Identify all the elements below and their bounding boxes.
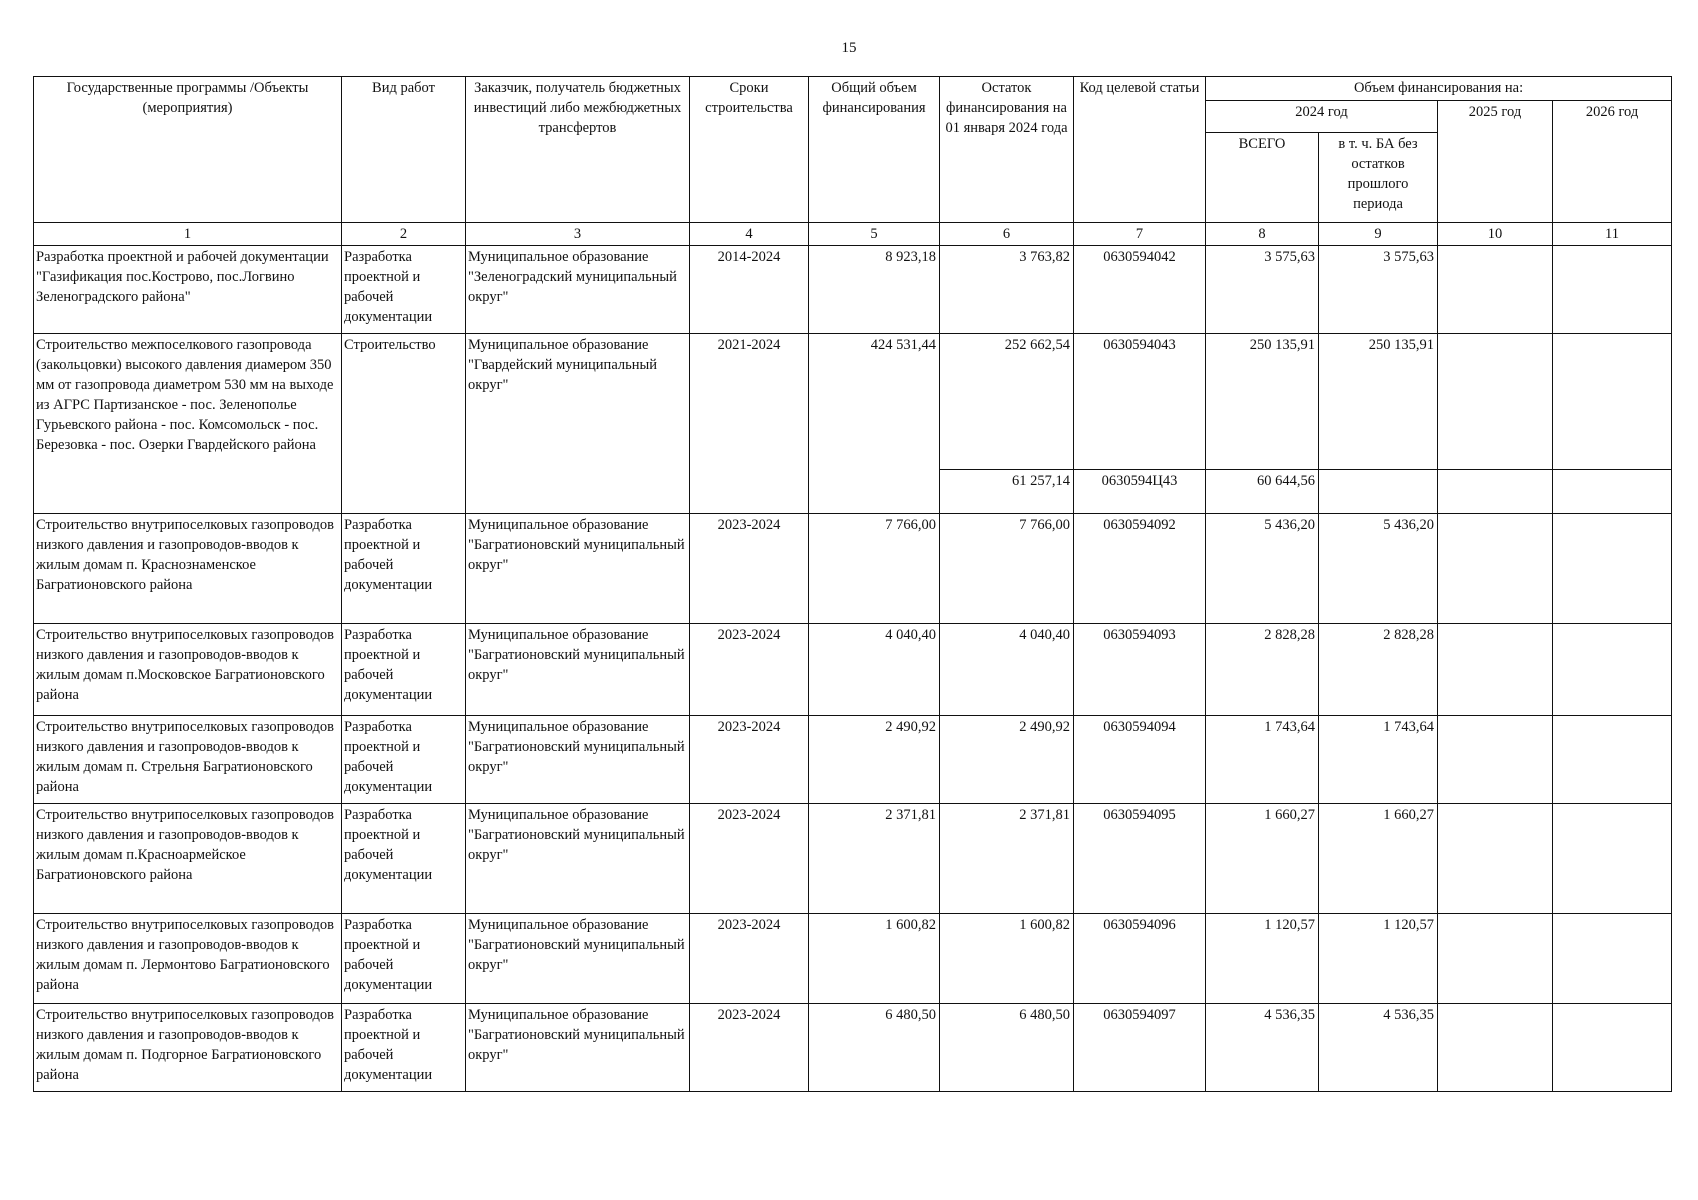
header-total-funding: Общий объем финансирования bbox=[809, 77, 940, 223]
customer: Муниципальное образование "Багратионовский муниципальный округ" bbox=[466, 514, 690, 624]
header-year-2024: 2024 год bbox=[1206, 101, 1438, 133]
code: 0630594042 bbox=[1074, 246, 1206, 334]
work-type: Разработка проектной и рабочей документации bbox=[342, 514, 466, 624]
header-funding-group: Объем финансирования на: bbox=[1206, 77, 1672, 101]
customer: Муниципальное образование "Багратионовский муниципальный округ" bbox=[466, 624, 690, 716]
y2026 bbox=[1553, 334, 1672, 470]
y2026 bbox=[1553, 624, 1672, 716]
y2024-ba: 1 120,57 bbox=[1319, 914, 1438, 1004]
period: 2023-2024 bbox=[690, 914, 809, 1004]
table-row bbox=[34, 334, 1672, 470]
col-number: 5 bbox=[809, 223, 940, 246]
col-number: 1 bbox=[34, 223, 342, 246]
y2024-ba: 2 828,28 bbox=[1319, 624, 1438, 716]
funding-table bbox=[33, 76, 1672, 1092]
header-code: Код целевой статьи bbox=[1074, 77, 1206, 223]
object-name: Строительство внутрипоселковых газопроводов низкого давления и газопроводов-вводов к жилым домам п. Подгорное Багратионовского района bbox=[34, 1004, 342, 1092]
code: 0630594092 bbox=[1074, 514, 1206, 624]
y2024-ba: 1 743,64 bbox=[1319, 716, 1438, 804]
total-funding: 7 766,00 bbox=[809, 514, 940, 624]
header-incl-ba: в т. ч. БА без остатков прошлого периода bbox=[1319, 133, 1438, 223]
header-remaining: Остаток финансирования на 01 января 2024 года bbox=[940, 77, 1074, 223]
y2025 bbox=[1438, 1004, 1553, 1092]
header-year-2025: 2025 год bbox=[1438, 101, 1553, 223]
period: 2021-2024 bbox=[690, 334, 809, 514]
table-row bbox=[34, 914, 1672, 1004]
col-number: 6 bbox=[940, 223, 1074, 246]
work-type: Разработка проектной и рабочей документации bbox=[342, 914, 466, 1004]
period: 2023-2024 bbox=[690, 514, 809, 624]
code: 0630594097 bbox=[1074, 1004, 1206, 1092]
code: 0630594Ц43 bbox=[1074, 470, 1206, 514]
col-number: 2 bbox=[342, 223, 466, 246]
y2024-total: 4 536,35 bbox=[1206, 1004, 1319, 1092]
object-name: Строительство межпоселкового газопровода (закольцовки) высокого давления диамером 350 мм от газопровода диаметром 530 мм на выходе из АГРС Партизанское - пос. Зеленополье Гурьевского района - пос. Комсомольск - пос. Березовка - пос. Озерки Гвардейского района bbox=[34, 334, 342, 514]
period: 2023-2024 bbox=[690, 804, 809, 914]
y2024-total: 1 743,64 bbox=[1206, 716, 1319, 804]
work-type: Разработка проектной и рабочей документации bbox=[342, 246, 466, 334]
table-row bbox=[34, 246, 1672, 334]
object-name: Строительство внутрипоселковых газопроводов низкого давления и газопроводов-вводов к жилым домам п.Красноармейское Багратионовского района bbox=[34, 804, 342, 914]
object-name: Строительство внутрипоселковых газопроводов низкого давления и газопроводов-вводов к жилым домам п. Краснознаменское Багратионовского района bbox=[34, 514, 342, 624]
y2026 bbox=[1553, 716, 1672, 804]
customer: Муниципальное образование "Багратионовский муниципальный округ" bbox=[466, 716, 690, 804]
remaining: 1 600,82 bbox=[940, 914, 1074, 1004]
header-year-2026: 2026 год bbox=[1553, 101, 1672, 223]
y2025 bbox=[1438, 914, 1553, 1004]
table-row bbox=[34, 1004, 1672, 1092]
code: 0630594096 bbox=[1074, 914, 1206, 1004]
total-funding: 424 531,44 bbox=[809, 334, 940, 514]
period: 2023-2024 bbox=[690, 1004, 809, 1092]
y2024-ba bbox=[1319, 470, 1438, 514]
object-name: Строительство внутрипоселковых газопроводов низкого давления и газопроводов-вводов к жилым домам п. Лермонтово Багратионовского района bbox=[34, 914, 342, 1004]
y2025 bbox=[1438, 804, 1553, 914]
col-number: 3 bbox=[466, 223, 690, 246]
total-funding: 1 600,82 bbox=[809, 914, 940, 1004]
y2024-total: 60 644,56 bbox=[1206, 470, 1319, 514]
code: 0630594095 bbox=[1074, 804, 1206, 914]
work-type: Разработка проектной и рабочей документации bbox=[342, 624, 466, 716]
y2024-total: 3 575,63 bbox=[1206, 246, 1319, 334]
col-number: 10 bbox=[1438, 223, 1553, 246]
table-row bbox=[34, 804, 1672, 914]
col-number: 4 bbox=[690, 223, 809, 246]
col-number: 9 bbox=[1319, 223, 1438, 246]
remaining: 252 662,54 bbox=[940, 334, 1074, 470]
remaining: 3 763,82 bbox=[940, 246, 1074, 334]
object-name: Строительство внутрипоселковых газопроводов низкого давления и газопроводов-вводов к жилым домам п. Стрельня Багратионовского района bbox=[34, 716, 342, 804]
period: 2014-2024 bbox=[690, 246, 809, 334]
y2024-total: 2 828,28 bbox=[1206, 624, 1319, 716]
customer: Муниципальное образование "Багратионовский муниципальный округ" bbox=[466, 914, 690, 1004]
y2024-ba: 5 436,20 bbox=[1319, 514, 1438, 624]
customer: Муниципальное образование "Гвардейский муниципальный округ" bbox=[466, 334, 690, 514]
y2025 bbox=[1438, 470, 1553, 514]
col-number: 8 bbox=[1206, 223, 1319, 246]
y2024-total: 5 436,20 bbox=[1206, 514, 1319, 624]
page-number: 15 bbox=[841, 40, 857, 56]
y2025 bbox=[1438, 246, 1553, 334]
y2026 bbox=[1553, 1004, 1672, 1092]
y2024-total: 250 135,91 bbox=[1206, 334, 1319, 470]
y2026 bbox=[1553, 914, 1672, 1004]
total-funding: 2 490,92 bbox=[809, 716, 940, 804]
code: 0630594094 bbox=[1074, 716, 1206, 804]
header-objects: Государственные программы /Объекты (мероприятия) bbox=[34, 77, 342, 223]
y2024-total: 1 120,57 bbox=[1206, 914, 1319, 1004]
code: 0630594093 bbox=[1074, 624, 1206, 716]
period: 2023-2024 bbox=[690, 624, 809, 716]
work-type: Разработка проектной и рабочей документации bbox=[342, 1004, 466, 1092]
y2024-ba: 1 660,27 bbox=[1319, 804, 1438, 914]
y2025 bbox=[1438, 514, 1553, 624]
y2025 bbox=[1438, 624, 1553, 716]
col-number: 11 bbox=[1553, 223, 1672, 246]
header-total: ВСЕГО bbox=[1206, 133, 1319, 223]
remaining: 4 040,40 bbox=[940, 624, 1074, 716]
remaining: 7 766,00 bbox=[940, 514, 1074, 624]
customer: Муниципальное образование "Багратионовский муниципальный округ" bbox=[466, 804, 690, 914]
customer: Муниципальное образование "Багратионовский муниципальный округ" bbox=[466, 1004, 690, 1092]
code: 0630594043 bbox=[1074, 334, 1206, 470]
table-row bbox=[34, 514, 1672, 624]
header-work-type: Вид работ bbox=[342, 77, 466, 223]
object-name: Строительство внутрипоселковых газопроводов низкого давления и газопроводов-вводов к жилым домам п.Московское Багратионовского района bbox=[34, 624, 342, 716]
y2025 bbox=[1438, 334, 1553, 470]
object-name: Разработка проектной и рабочей документации "Газификация пос.Кострово, пос.Логвино Зеленоградского района" bbox=[34, 246, 342, 334]
remaining: 2 490,92 bbox=[940, 716, 1074, 804]
y2026 bbox=[1553, 246, 1672, 334]
col-number: 7 bbox=[1074, 223, 1206, 246]
period: 2023-2024 bbox=[690, 716, 809, 804]
y2024-total: 1 660,27 bbox=[1206, 804, 1319, 914]
work-type: Разработка проектной и рабочей документации bbox=[342, 716, 466, 804]
table-row bbox=[34, 624, 1672, 716]
y2024-ba: 250 135,91 bbox=[1319, 334, 1438, 470]
y2025 bbox=[1438, 716, 1553, 804]
total-funding: 6 480,50 bbox=[809, 1004, 940, 1092]
header-period: Сроки строительства bbox=[690, 77, 809, 223]
total-funding: 2 371,81 bbox=[809, 804, 940, 914]
remaining: 61 257,14 bbox=[940, 470, 1074, 514]
y2026 bbox=[1553, 804, 1672, 914]
remaining: 6 480,50 bbox=[940, 1004, 1074, 1092]
total-funding: 4 040,40 bbox=[809, 624, 940, 716]
work-type: Строительство bbox=[342, 334, 466, 514]
work-type: Разработка проектной и рабочей документации bbox=[342, 804, 466, 914]
table-row bbox=[34, 716, 1672, 804]
remaining: 2 371,81 bbox=[940, 804, 1074, 914]
y2026 bbox=[1553, 470, 1672, 514]
y2024-ba: 3 575,63 bbox=[1319, 246, 1438, 334]
total-funding: 8 923,18 bbox=[809, 246, 940, 334]
header-customer: Заказчик, получатель бюджетных инвестиций либо межбюджетных трансфертов bbox=[466, 77, 690, 223]
customer: Муниципальное образование "Зеленоградский муниципальный округ" bbox=[466, 246, 690, 334]
y2024-ba: 4 536,35 bbox=[1319, 1004, 1438, 1092]
y2026 bbox=[1553, 514, 1672, 624]
